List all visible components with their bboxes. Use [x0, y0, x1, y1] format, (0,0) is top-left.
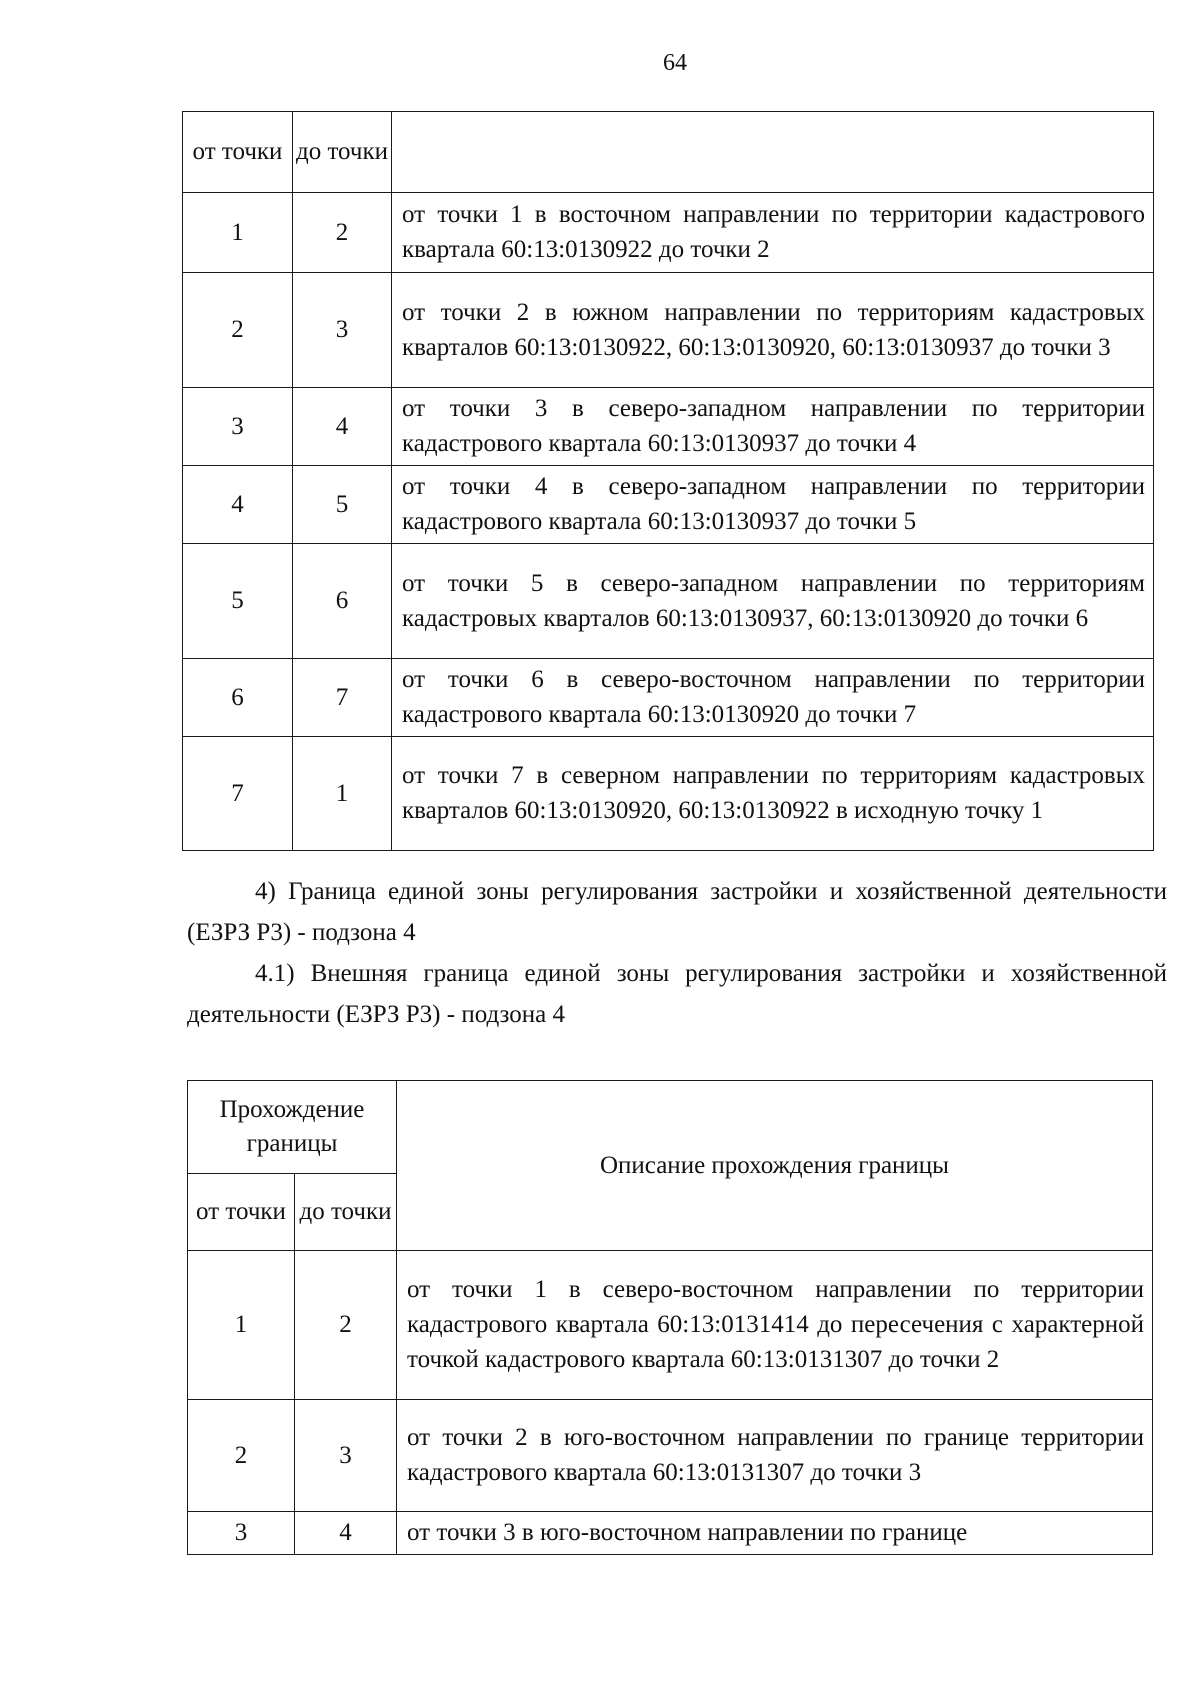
table-row	[188, 1400, 1153, 1512]
cell-to: 5	[293, 466, 392, 544]
header-boundary-passage: Прохождение границы	[188, 1081, 397, 1174]
cell-from: 2	[183, 273, 293, 388]
cell-from: 7	[183, 737, 293, 851]
table-row	[183, 193, 1154, 273]
cell-description: от точки 2 в юго-восточном направлении по границе территории кадастрового квартала 60:13:0131307 до точки 3	[397, 1400, 1153, 1512]
table-row	[183, 544, 1154, 659]
table-row	[183, 388, 1154, 466]
header-to-point: до точки	[293, 112, 392, 193]
cell-description: от точки 1 в северо-восточном направлении по территории кадастрового квартала 60:13:0131414 до пересечения с характерной точкой кадастрового квартала 60:13:0131307 до точки 2	[397, 1251, 1153, 1400]
cell-to: 1	[293, 737, 392, 851]
cell-description: от точки 7 в северном направлении по территориям кадастровых кварталов 60:13:0130920, 60:13:0130922 в исходную точку 1	[392, 737, 1154, 851]
table-header-row	[188, 1081, 1153, 1174]
cell-description: от точки 1 в восточном направлении по территории кадастрового квартала 60:13:0130922 до точки 2	[392, 193, 1154, 273]
table-row	[183, 273, 1154, 388]
section-subheading-text: 4.1) Внешняя граница единой зоны регулирования застройки и хозяйственной деятельности (ЕЗРЗ Р3) - подзона 4	[187, 960, 1167, 1028]
header-description	[392, 112, 1154, 193]
cell-description: от точки 5 в северо-западном направлении по территориям кадастровых кварталов 60:13:0130937, 60:13:0130920 до точки 6	[392, 544, 1154, 659]
table-row	[183, 737, 1154, 851]
header-to-point: до точки	[295, 1174, 397, 1251]
header-description: Описание прохождения границы	[397, 1081, 1153, 1251]
cell-to: 3	[295, 1400, 397, 1512]
table-row	[183, 466, 1154, 544]
table-row	[188, 1512, 1153, 1555]
cell-from: 5	[183, 544, 293, 659]
boundary-table-2	[187, 1080, 1153, 1555]
header-from-point: от точки	[188, 1174, 295, 1251]
table-row	[183, 659, 1154, 737]
boundary-table-1	[182, 111, 1154, 851]
cell-description: от точки 6 в северо-восточном направлении по территории кадастрового квартала 60:13:0130920 до точки 7	[392, 659, 1154, 737]
table-row	[188, 1251, 1153, 1400]
cell-from: 2	[188, 1400, 295, 1512]
cell-to: 7	[293, 659, 392, 737]
header-from-point: от точки	[183, 112, 293, 193]
cell-from: 4	[183, 466, 293, 544]
section-heading	[187, 871, 1167, 953]
cell-to: 4	[295, 1512, 397, 1555]
cell-to: 4	[293, 388, 392, 466]
table-header-row	[183, 112, 1154, 193]
cell-description: от точки 3 в юго-восточном направлении по границе	[397, 1512, 1153, 1555]
cell-to: 6	[293, 544, 392, 659]
cell-to: 2	[295, 1251, 397, 1400]
cell-description: от точки 4 в северо-западном направлении по территории кадастрового квартала 60:13:0130937 до точки 5	[392, 466, 1154, 544]
cell-description: от точки 2 в южном направлении по территориям кадастровых кварталов 60:13:0130922, 60:13:0130920, 60:13:0130937 до точки 3	[392, 273, 1154, 388]
cell-from: 6	[183, 659, 293, 737]
cell-from: 1	[188, 1251, 295, 1400]
section-subheading	[187, 953, 1167, 1035]
page-number: 64	[663, 50, 687, 76]
cell-to: 2	[293, 193, 392, 273]
cell-from: 1	[183, 193, 293, 273]
cell-to: 3	[293, 273, 392, 388]
section-heading-text: 4) Граница единой зоны регулирования застройки и хозяйственной деятельности (ЕЗРЗ Р3) - подзона 4	[187, 878, 1167, 946]
cell-from: 3	[183, 388, 293, 466]
cell-description: от точки 3 в северо-западном направлении по территории кадастрового квартала 60:13:0130937 до точки 4	[392, 388, 1154, 466]
cell-from: 3	[188, 1512, 295, 1555]
